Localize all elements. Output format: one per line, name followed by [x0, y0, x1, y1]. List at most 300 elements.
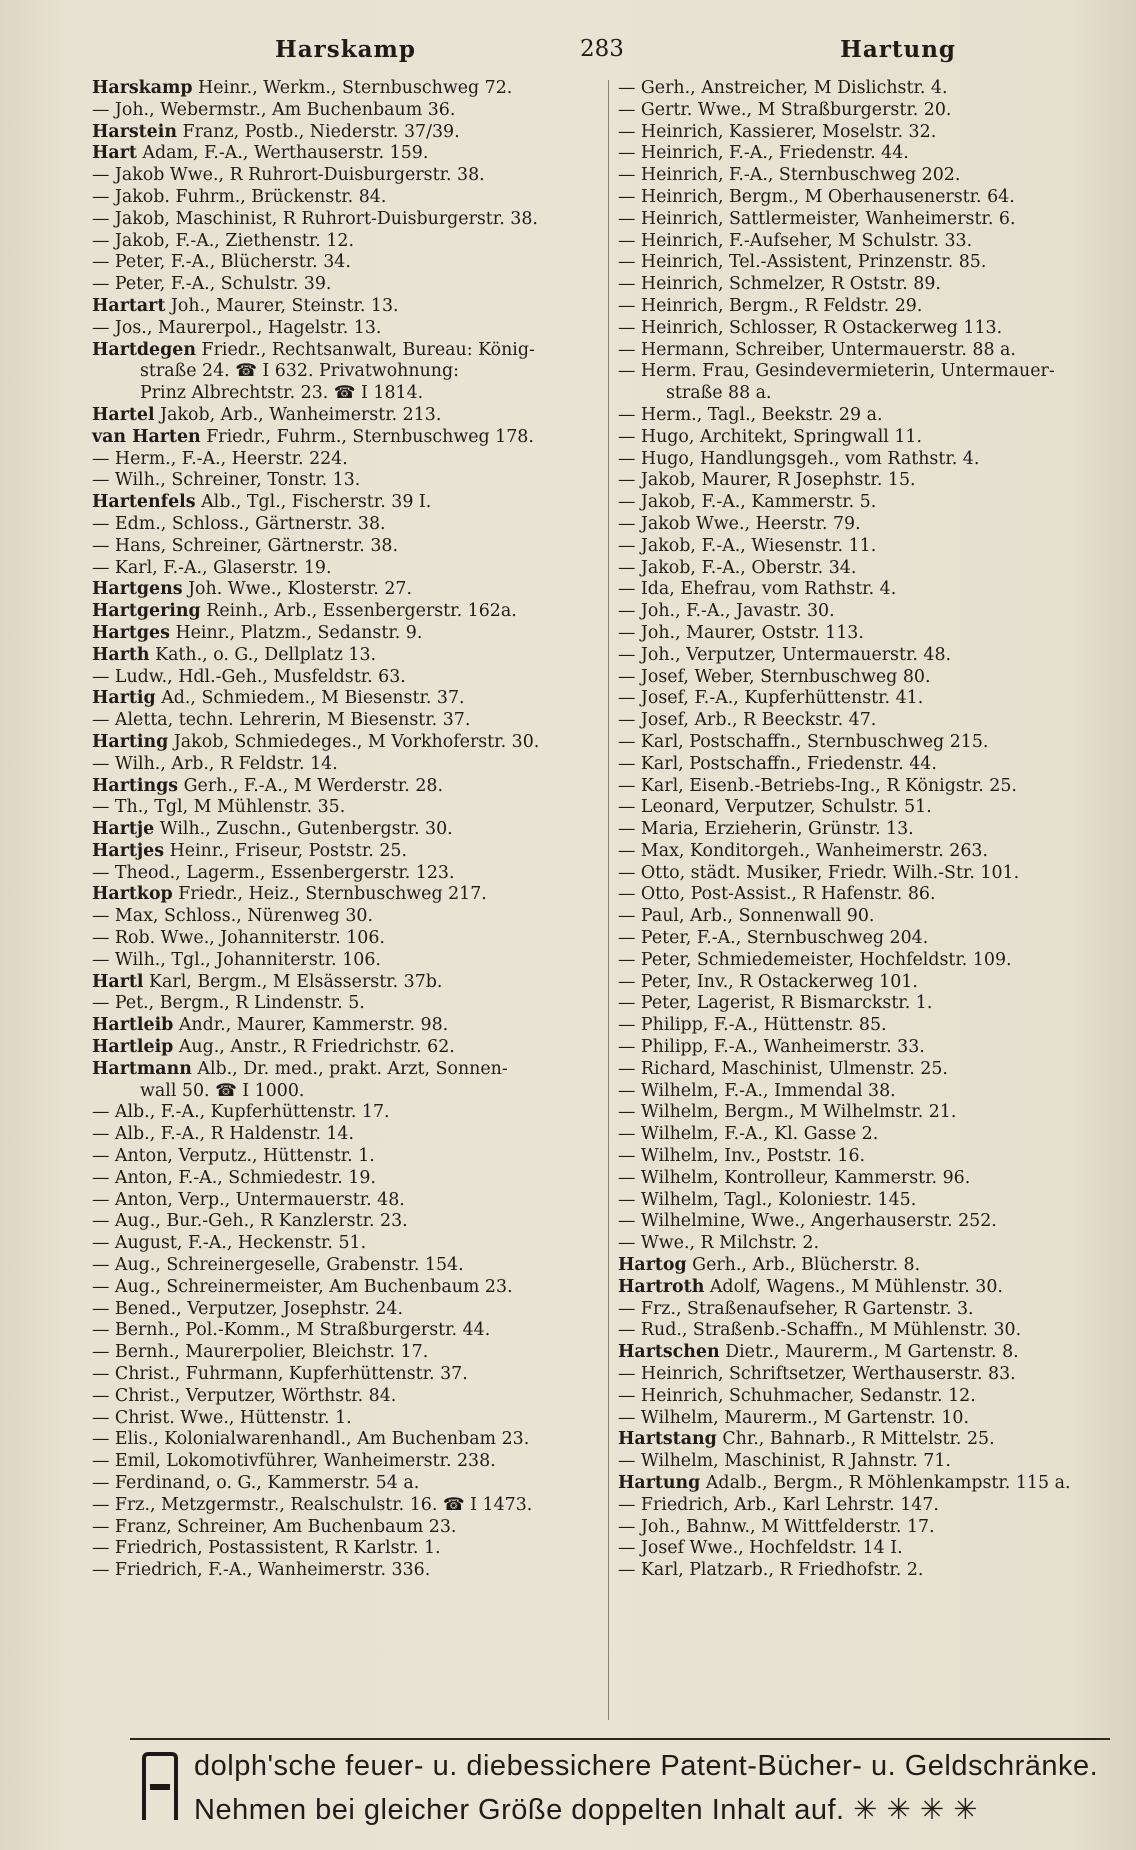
entry-text: — Jakob, F.-A., Kammerstr. 5. — [618, 492, 877, 513]
entry-text: — Anton, Verputz., Hüttenstr. 1. — [92, 1146, 375, 1167]
advertisement — [130, 1738, 1110, 1840]
entry-text: straße 88 a. — [666, 383, 772, 404]
directory-entry — [618, 645, 1108, 667]
entry-surname: Hartschen — [618, 1342, 720, 1363]
directory-entry — [618, 318, 1108, 340]
entry-surname: Harskamp — [92, 78, 193, 98]
entry-text: Kath., o. G., Dellplatz 13. — [149, 644, 377, 665]
entry-text: — Heinrich, Schuhmacher, Sedanstr. 12. — [618, 1385, 976, 1406]
directory-entry — [92, 841, 607, 863]
directory-entry — [618, 623, 1108, 645]
directory-entry — [618, 405, 1108, 427]
entry-text: Joh., Maurer, Steinstr. 13. — [165, 295, 399, 316]
entry-text: Andr., Maurer, Kammerstr. 98. — [173, 1015, 449, 1036]
directory-entry — [618, 1364, 1108, 1386]
directory-entry — [618, 1495, 1108, 1517]
entry-text: Alb., Tgl., Fischerstr. 39 I. — [195, 492, 432, 513]
directory-entry — [92, 1015, 607, 1037]
directory-entry — [618, 732, 1108, 754]
entry-surname: Hartleib — [92, 1015, 174, 1036]
entry-text: — Wilhelm, Inv., Poststr. 16. — [618, 1146, 866, 1167]
entry-surname: Hartig — [92, 688, 156, 709]
ad-line-2: Nehmen bei gleicher Größe doppelten Inhalt auf. ✳ ✳ ✳ ✳ — [194, 1794, 979, 1826]
entry-text: — Wilhelm, Maurerm., M Gartenstr. 10. — [618, 1407, 969, 1428]
entry-text: — Wilhelmine, Wwe., Angerhauserstr. 252. — [618, 1211, 997, 1232]
entry-text: straße 24. ☎ I 632. Privatwohnung: — [140, 361, 459, 382]
entry-text: — Hans, Schreiner, Gärtnerstr. 38. — [92, 535, 398, 556]
directory-entry — [618, 449, 1108, 471]
directory-entry — [618, 601, 1108, 623]
entry-text: Gerh., F.-A., M Werderstr. 28. — [178, 775, 443, 796]
directory-entry — [92, 1495, 607, 1517]
directory-entry — [618, 1517, 1108, 1539]
entry-text: — Jakob Wwe., R Ruhrort-Duisburgerstr. 38. — [92, 165, 485, 186]
directory-entry — [618, 231, 1108, 253]
entry-text: — Josef, Weber, Sternbuschweg 80. — [618, 666, 931, 687]
entry-text: — Edm., Schloss., Gärtnerstr. 38. — [92, 513, 386, 534]
directory-entry — [618, 841, 1108, 863]
entry-surname: Hartings — [92, 775, 179, 796]
entry-text: — Bernh., Maurerpolier, Bleichstr. 17. — [92, 1342, 429, 1363]
ad-line-1: dolph'sche feuer- u. diebessichere Patent-Bücher- u. Geldschränke. — [194, 1750, 1099, 1782]
entry-text: — Richard, Maschinist, Ulmenstr. 25. — [618, 1058, 948, 1079]
directory-entry — [92, 1102, 607, 1124]
entry-text: — Jakob, F.-A., Ziethenstr. 12. — [92, 230, 355, 251]
directory-entry — [618, 819, 1108, 841]
entry-text: — Emil, Lokomotivführer, Wanheimerstr. 238. — [92, 1451, 496, 1472]
directory-entry — [92, 645, 607, 667]
entry-text: — Peter, F.-A., Blücherstr. 34. — [92, 252, 351, 273]
directory-entry — [618, 274, 1108, 296]
entry-text: — Gerh., Anstreicher, M Dislichstr. 4. — [618, 78, 948, 98]
entry-text: Jakob, Schmiedeges., M Vorkhoferstr. 30. — [168, 731, 540, 752]
entry-surname: Hartenfels — [92, 492, 196, 513]
entry-text: — Otto, städt. Musiker, Friedr. Wilh.-Str. 101. — [618, 862, 1020, 883]
entry-text: Friedr., Heiz., Sternbuschweg 217. — [172, 884, 487, 905]
directory-entry — [92, 1473, 607, 1495]
directory-entry — [92, 252, 607, 274]
directory-entry — [618, 1190, 1108, 1212]
entry-text: Dietr., Maurerm., M Gartenstr. 8. — [719, 1342, 1019, 1363]
directory-entry — [92, 296, 607, 318]
directory-entry — [92, 993, 607, 1015]
directory-entry — [618, 1015, 1108, 1037]
directory-entry — [92, 1517, 607, 1539]
entry-text: Jakob, Arb., Wanheimerstr. 213. — [154, 404, 442, 425]
right-column — [618, 78, 1108, 1582]
directory-entry — [618, 1146, 1108, 1168]
entry-text: — Wilhelm, Tagl., Koloniestr. 145. — [618, 1189, 917, 1210]
directory-entry — [92, 1429, 607, 1451]
entry-text: — Bened., Verputzer, Josephstr. 24. — [92, 1298, 404, 1319]
entry-text: — Peter, Inv., R Ostackerweg 101. — [618, 971, 918, 992]
directory-entry — [618, 1473, 1108, 1495]
directory-entry — [618, 1451, 1108, 1473]
directory-entry — [618, 1560, 1108, 1582]
entry-text: Franz, Postb., Niederstr. 37/39. — [177, 121, 460, 142]
directory-entry — [618, 78, 1108, 100]
directory-entry — [92, 884, 607, 906]
directory-entry — [92, 1233, 607, 1255]
directory-entry — [92, 1386, 607, 1408]
entry-text: — Heinrich, F.-Aufseher, M Schulstr. 33. — [618, 230, 973, 251]
directory-entry — [618, 972, 1108, 994]
entry-surname: Hartges — [92, 622, 170, 643]
entry-text: Adalb., Bergm., R Möhlenkampstr. 115 a. — [700, 1473, 1071, 1493]
entry-text: — Wilhelm, Bergm., M Wilhelmstr. 21. — [618, 1102, 957, 1123]
entry-text: Gerh., Arb., Blücherstr. 8. — [686, 1255, 921, 1276]
entry-text: — Heinrich, Schmelzer, R Oststr. 89. — [618, 274, 941, 295]
entry-text: — Heinrich, Schriftsetzer, Werthauserstr. 83. — [618, 1364, 1016, 1385]
directory-entry — [92, 449, 607, 471]
entry-text: — Aug., Bur.-Geh., R Kanzlerstr. 23. — [92, 1211, 408, 1232]
directory-entry — [92, 470, 607, 492]
entry-surname: Harstein — [92, 121, 178, 142]
directory-entry — [92, 361, 607, 383]
entry-text: — Max, Schloss., Nürenweg 30. — [92, 906, 373, 927]
directory-entry — [92, 1190, 607, 1212]
entry-text: — Gertr. Wwe., M Straßburgerstr. 20. — [618, 99, 952, 120]
entry-text: — Christ. Wwe., Hüttenstr. 1. — [92, 1407, 352, 1428]
directory-entry — [618, 1538, 1108, 1560]
directory-entry — [618, 1102, 1108, 1124]
entry-text: — Karl, Eisenb.-Betriebs-Ing., R Königstr. 25. — [618, 775, 1017, 796]
directory-entry — [618, 252, 1108, 274]
header-left-keyword: Harskamp — [275, 36, 416, 63]
directory-entry — [618, 688, 1108, 710]
entry-text: Ad., Schmiedem., M Biesenstr. 37. — [155, 688, 465, 709]
entry-text: — Hugo, Architekt, Springwall 11. — [618, 426, 922, 447]
entry-text: — Joh., Bahnw., M Wittfelderstr. 17. — [618, 1516, 935, 1537]
directory-entry — [92, 1299, 607, 1321]
entry-text: — Jakob. Fuhrm., Brückenstr. 84. — [92, 186, 387, 207]
directory-entry — [92, 1277, 607, 1299]
directory-entry — [92, 231, 607, 253]
directory-entry — [92, 797, 607, 819]
directory-entry — [618, 361, 1108, 383]
entry-text: Wilh., Zuschn., Gutenbergstr. 30. — [154, 819, 453, 840]
directory-entry — [618, 1255, 1108, 1277]
page-number: 283 — [580, 36, 624, 62]
entry-text: — Jakob, F.-A., Wiesenstr. 11. — [618, 535, 877, 556]
entry-text: — Joh., Verputzer, Untermauerstr. 48. — [618, 644, 952, 665]
directory-entry — [92, 1037, 607, 1059]
entry-text: wall 50. ☎ I 1000. — [140, 1080, 305, 1101]
directory-entry — [618, 1386, 1108, 1408]
entry-text: — Ludw., Hdl.-Geh., Musfeldstr. 63. — [92, 666, 406, 687]
directory-entry — [92, 1538, 607, 1560]
directory-entry — [92, 492, 607, 514]
entry-text: — Heinrich, Tel.-Assistent, Prinzenstr. 85. — [618, 252, 987, 273]
directory-entry — [92, 383, 607, 405]
directory-entry — [92, 1560, 607, 1582]
entry-text: Adam, F.-A., Werthauserstr. 159. — [136, 143, 429, 164]
entry-text: — Wilh., Arb., R Feldstr. 14. — [92, 753, 338, 774]
directory-entry — [92, 1451, 607, 1473]
entry-text: — August, F.-A., Heckenstr. 51. — [92, 1233, 367, 1254]
directory-entry — [618, 950, 1108, 972]
directory-entry — [618, 579, 1108, 601]
directory-entry — [92, 1255, 607, 1277]
entry-text: Alb., Dr. med., prakt. Arzt, Sonnen- — [191, 1058, 508, 1079]
directory-entry — [618, 1059, 1108, 1081]
directory-entry — [618, 754, 1108, 776]
entry-text: — Th., Tgl, M Mühlenstr. 35. — [92, 797, 346, 818]
entry-text: — Jos., Maurerpol., Hagelstr. 13. — [92, 317, 382, 338]
directory-entry — [618, 209, 1108, 231]
entry-text: — Otto, Post-Assist., R Hafenstr. 86. — [618, 884, 936, 905]
directory-entry — [618, 340, 1108, 362]
entry-text: — Max, Konditorgeh., Wanheimerstr. 263. — [618, 840, 988, 861]
entry-text: — Friedrich, F.-A., Wanheimerstr. 336. — [92, 1560, 431, 1581]
entry-text: — Wilh., Schreiner, Tonstr. 13. — [92, 470, 361, 491]
entry-text: — Alb., F.-A., R Haldenstr. 14. — [92, 1124, 355, 1145]
directory-entry — [92, 405, 607, 427]
directory-entry — [92, 623, 607, 645]
directory-entry — [618, 667, 1108, 689]
directory-entry — [618, 710, 1108, 732]
entry-text: — Paul, Arb., Sonnenwall 90. — [618, 906, 875, 927]
entry-surname: Hartung — [618, 1473, 701, 1493]
entry-text: Aug., Anstr., R Friedrichstr. 62. — [173, 1037, 455, 1058]
directory-entry — [618, 1277, 1108, 1299]
entry-text: — Ferdinand, o. G., Kammerstr. 54 a. — [92, 1473, 420, 1493]
entry-surname: Hartel — [92, 404, 155, 425]
entry-text: — Friedrich, Postassistent, R Karlstr. 1. — [92, 1538, 441, 1559]
entry-text: — Rob. Wwe., Johanniterstr. 106. — [92, 928, 385, 949]
directory-entry — [618, 536, 1108, 558]
directory-entry — [92, 710, 607, 732]
directory-entry — [92, 776, 607, 798]
directory-entry — [618, 1342, 1108, 1364]
entry-text: — Aletta, techn. Lehrerin, M Biesenstr. 37. — [92, 710, 471, 731]
entry-surname: Harting — [92, 731, 169, 752]
directory-entry — [618, 776, 1108, 798]
directory-entry — [618, 187, 1108, 209]
entry-text: — Herm. Frau, Gesindevermieterin, Untermauer- — [618, 361, 1055, 382]
entry-text: — Heinrich, Sattlermeister, Wanheimerstr. 6. — [618, 208, 1016, 229]
entry-text: — Karl, Platzarb., R Friedhofstr. 2. — [618, 1560, 924, 1581]
directory-entry — [92, 1211, 607, 1233]
entry-text: — Ida, Ehefrau, vom Rathstr. 4. — [618, 579, 897, 600]
directory-entry — [92, 143, 607, 165]
entry-text: — Jakob, Maschinist, R Ruhrort-Duisburgerstr. 38. — [92, 208, 538, 229]
entry-surname: Hartmann — [92, 1058, 192, 1079]
entry-text: — Karl, Postschaffn., Friedenstr. 44. — [618, 753, 937, 774]
entry-text: — Anton, F.-A., Schmiedestr. 19. — [92, 1167, 376, 1188]
directory-entry — [618, 1168, 1108, 1190]
directory-entry — [618, 1408, 1108, 1430]
entry-text: — Wilhelm, F.-A., Immendal 38. — [618, 1080, 896, 1101]
entry-text: Friedr., Fuhrm., Sternbuschweg 178. — [200, 426, 534, 447]
directory-entry — [92, 187, 607, 209]
entry-text: — Philipp, F.-A., Wanheimerstr. 33. — [618, 1037, 925, 1058]
directory-entry — [618, 1299, 1108, 1321]
entry-text: — Frz., Straßenaufseher, R Gartenstr. 3. — [618, 1298, 974, 1319]
entry-text: — Friedrich, Arb., Karl Lehrstr. 147. — [618, 1494, 939, 1515]
entry-surname: Hart — [92, 143, 137, 164]
directory-entry — [92, 1320, 607, 1342]
entry-text: — Rud., Straßenb.-Schaffn., M Mühlenstr. 30. — [618, 1320, 1022, 1341]
entry-text: — Hermann, Schreiber, Untermauerstr. 88 a. — [618, 339, 1016, 360]
directory-entry — [92, 122, 607, 144]
entry-text: — Herm., F.-A., Heerstr. 224. — [92, 448, 348, 469]
entry-text: — Jakob, F.-A., Oberstr. 34. — [618, 557, 857, 578]
directory-entry — [92, 950, 607, 972]
entry-text: — Christ., Fuhrmann, Kupferhüttenstr. 37. — [92, 1364, 468, 1385]
entry-surname: Hartroth — [618, 1276, 705, 1297]
directory-entry — [92, 906, 607, 928]
column-divider — [608, 80, 609, 1720]
directory-entry — [92, 340, 607, 362]
directory-entry — [618, 143, 1108, 165]
directory-entry — [92, 667, 607, 689]
header-right-keyword: Hartung — [840, 36, 956, 63]
directory-entry — [618, 470, 1108, 492]
entry-surname: Hartl — [92, 971, 144, 992]
directory-entry — [618, 296, 1108, 318]
directory-entry — [618, 1081, 1108, 1103]
entry-surname: Hartjes — [92, 840, 165, 861]
directory-entry — [92, 732, 607, 754]
entry-text: — Joh., F.-A., Javastr. 30. — [618, 601, 835, 622]
entry-text: — Hugo, Handlungsgeh., vom Rathstr. 4. — [618, 448, 980, 469]
entry-surname: Hartgens — [92, 579, 183, 600]
entry-text: — Josef Wwe., Hochfeldstr. 14 I. — [618, 1538, 903, 1559]
directory-entry — [618, 1429, 1108, 1451]
directory-entry — [618, 993, 1108, 1015]
entry-text: Heinr., Platzm., Sedanstr. 9. — [169, 622, 423, 643]
entry-text: Adolf, Wagens., M Mühlenstr. 30. — [704, 1276, 1003, 1297]
directory-entry — [618, 165, 1108, 187]
entry-text: — Aug., Schreinergeselle, Grabenstr. 154. — [92, 1255, 464, 1276]
entry-text: Heinr., Werkm., Sternbuschweg 72. — [192, 78, 513, 98]
directory-entry — [618, 1124, 1108, 1146]
entry-text: — Heinrich, F.-A., Friedenstr. 44. — [618, 143, 909, 164]
entry-text: Heinr., Friseur, Poststr. 25. — [164, 840, 408, 861]
entry-text: — Heinrich, Schlosser, R Ostackerweg 113. — [618, 317, 1003, 338]
directory-entry — [618, 863, 1108, 885]
entry-text: — Bernh., Pol.-Komm., M Straßburgerstr. 44. — [92, 1320, 491, 1341]
entry-text: — Josef, Arb., R Beeckstr. 47. — [618, 710, 877, 731]
entry-text: Joh. Wwe., Klosterstr. 27. — [182, 579, 412, 600]
entry-text: — Anton, Verp., Untermauerstr. 48. — [92, 1189, 405, 1210]
entry-text: — Herm., Tagl., Beekstr. 29 a. — [618, 404, 883, 425]
directory-entry — [92, 1124, 607, 1146]
left-column — [92, 78, 607, 1582]
page-header — [90, 32, 1076, 66]
entry-text: — Peter, F.-A., Schulstr. 39. — [92, 274, 332, 295]
entry-text: Chr., Bahnarb., R Mittelstr. 25. — [716, 1429, 995, 1450]
directory-entry — [92, 972, 607, 994]
entry-text: — Christ., Verputzer, Wörthstr. 84. — [92, 1385, 397, 1406]
entry-text: Reinh., Arb., Essenbergerstr. 162a. — [200, 601, 517, 622]
directory-entry — [92, 1408, 607, 1430]
entry-text: Friedr., Rechtsanwalt, Bureau: König- — [196, 339, 535, 360]
entry-text: Karl, Bergm., M Elsässerstr. 37b. — [143, 971, 443, 992]
directory-entry — [92, 558, 607, 580]
entry-text: — Aug., Schreinermeister, Am Buchenbaum 23. — [92, 1276, 513, 1297]
directory-entry — [92, 78, 607, 100]
entry-text: — Peter, Lagerist, R Bismarckstr. 1. — [618, 993, 933, 1014]
directory-entry — [618, 492, 1108, 514]
entry-text: — Wilh., Tgl., Johanniterstr. 106. — [92, 949, 381, 970]
directory-entry — [618, 100, 1108, 122]
entry-text: — Leonard, Verputzer, Schulstr. 51. — [618, 797, 932, 818]
entry-text: — Josef, F.-A., Kupferhüttenstr. 41. — [618, 688, 924, 709]
directory-entry — [92, 579, 607, 601]
entry-text: — Peter, F.-A., Sternbuschweg 204. — [618, 928, 929, 949]
entry-text: — Theod., Lagerm., Essenbergerstr. 123. — [92, 862, 455, 883]
directory-entry — [92, 1059, 607, 1081]
entry-text: — Peter, Schmiedemeister, Hochfeldstr. 109. — [618, 949, 1012, 970]
directory-entry — [92, 318, 607, 340]
entry-text: — Wilhelm, F.-A., Kl. Gasse 2. — [618, 1124, 879, 1145]
entry-text: — Heinrich, Bergm., M Oberhausenerstr. 64. — [618, 186, 1015, 207]
entry-surname: van Harten — [92, 426, 201, 447]
entry-text: — Heinrich, F.-A., Sternbuschweg 202. — [618, 165, 961, 186]
entry-text: — Jakob Wwe., Heerstr. 79. — [618, 513, 861, 534]
directory-entry — [92, 601, 607, 623]
directory-entry — [618, 884, 1108, 906]
entry-text: — Wilhelm, Maschinist, R Jahnstr. 71. — [618, 1451, 951, 1472]
entry-text: — Wilhelm, Kontrolleur, Kammerstr. 96. — [618, 1167, 971, 1188]
directory-entry — [618, 122, 1108, 144]
directory-entry — [92, 274, 607, 296]
entry-text: — Franz, Schreiner, Am Buchenbaum 23. — [92, 1516, 457, 1537]
entry-surname: Hartgering — [92, 601, 201, 622]
entry-surname: Hartje — [92, 819, 155, 840]
entry-text: — Heinrich, Kassierer, Moselstr. 32. — [618, 121, 937, 142]
directory-entry — [92, 928, 607, 950]
directory-entry — [92, 863, 607, 885]
initial-a-logo — [142, 1752, 178, 1820]
entry-text: — Karl, Postschaffn., Sternbuschweg 215. — [618, 731, 989, 752]
directory-entry — [618, 1037, 1108, 1059]
entry-text: — Joh., Maurer, Oststr. 113. — [618, 622, 864, 643]
entry-surname: Harth — [92, 644, 150, 665]
directory-entry — [92, 819, 607, 841]
directory-entry — [92, 688, 607, 710]
directory-entry — [618, 1320, 1108, 1342]
entry-text: — Joh., Webermstr., Am Buchenbaum 36. — [92, 99, 456, 120]
entry-text: — Jakob, Maurer, R Josephstr. 15. — [618, 470, 916, 491]
directory-entry — [92, 427, 607, 449]
entry-text: — Pet., Bergm., R Lindenstr. 5. — [92, 993, 365, 1014]
entry-surname: Hartog — [618, 1255, 687, 1276]
entry-surname: Hartstang — [618, 1429, 717, 1450]
directory-entry — [92, 1146, 607, 1168]
directory-entry — [618, 1211, 1108, 1233]
directory-entry — [92, 1081, 607, 1103]
directory-entry — [618, 558, 1108, 580]
entry-surname: Hartdegen — [92, 339, 196, 360]
directory-entry — [92, 514, 607, 536]
directory-entry — [618, 797, 1108, 819]
directory-entry — [618, 1233, 1108, 1255]
entry-surname: Hartart — [92, 295, 166, 316]
entry-text: — Maria, Erzieherin, Grünstr. 13. — [618, 819, 914, 840]
directory-entry — [618, 514, 1108, 536]
directory-entry — [618, 427, 1108, 449]
entry-text: — Philipp, F.-A., Hüttenstr. 85. — [618, 1015, 887, 1036]
directory-entry — [92, 536, 607, 558]
directory-entry — [92, 1168, 607, 1190]
directory-entry — [618, 928, 1108, 950]
entry-text: — Elis., Kolonialwarenhandl., Am Buchenbam 23. — [92, 1429, 530, 1450]
entry-text: — Heinrich, Bergm., R Feldstr. 29. — [618, 295, 923, 316]
directory-entry — [92, 1342, 607, 1364]
